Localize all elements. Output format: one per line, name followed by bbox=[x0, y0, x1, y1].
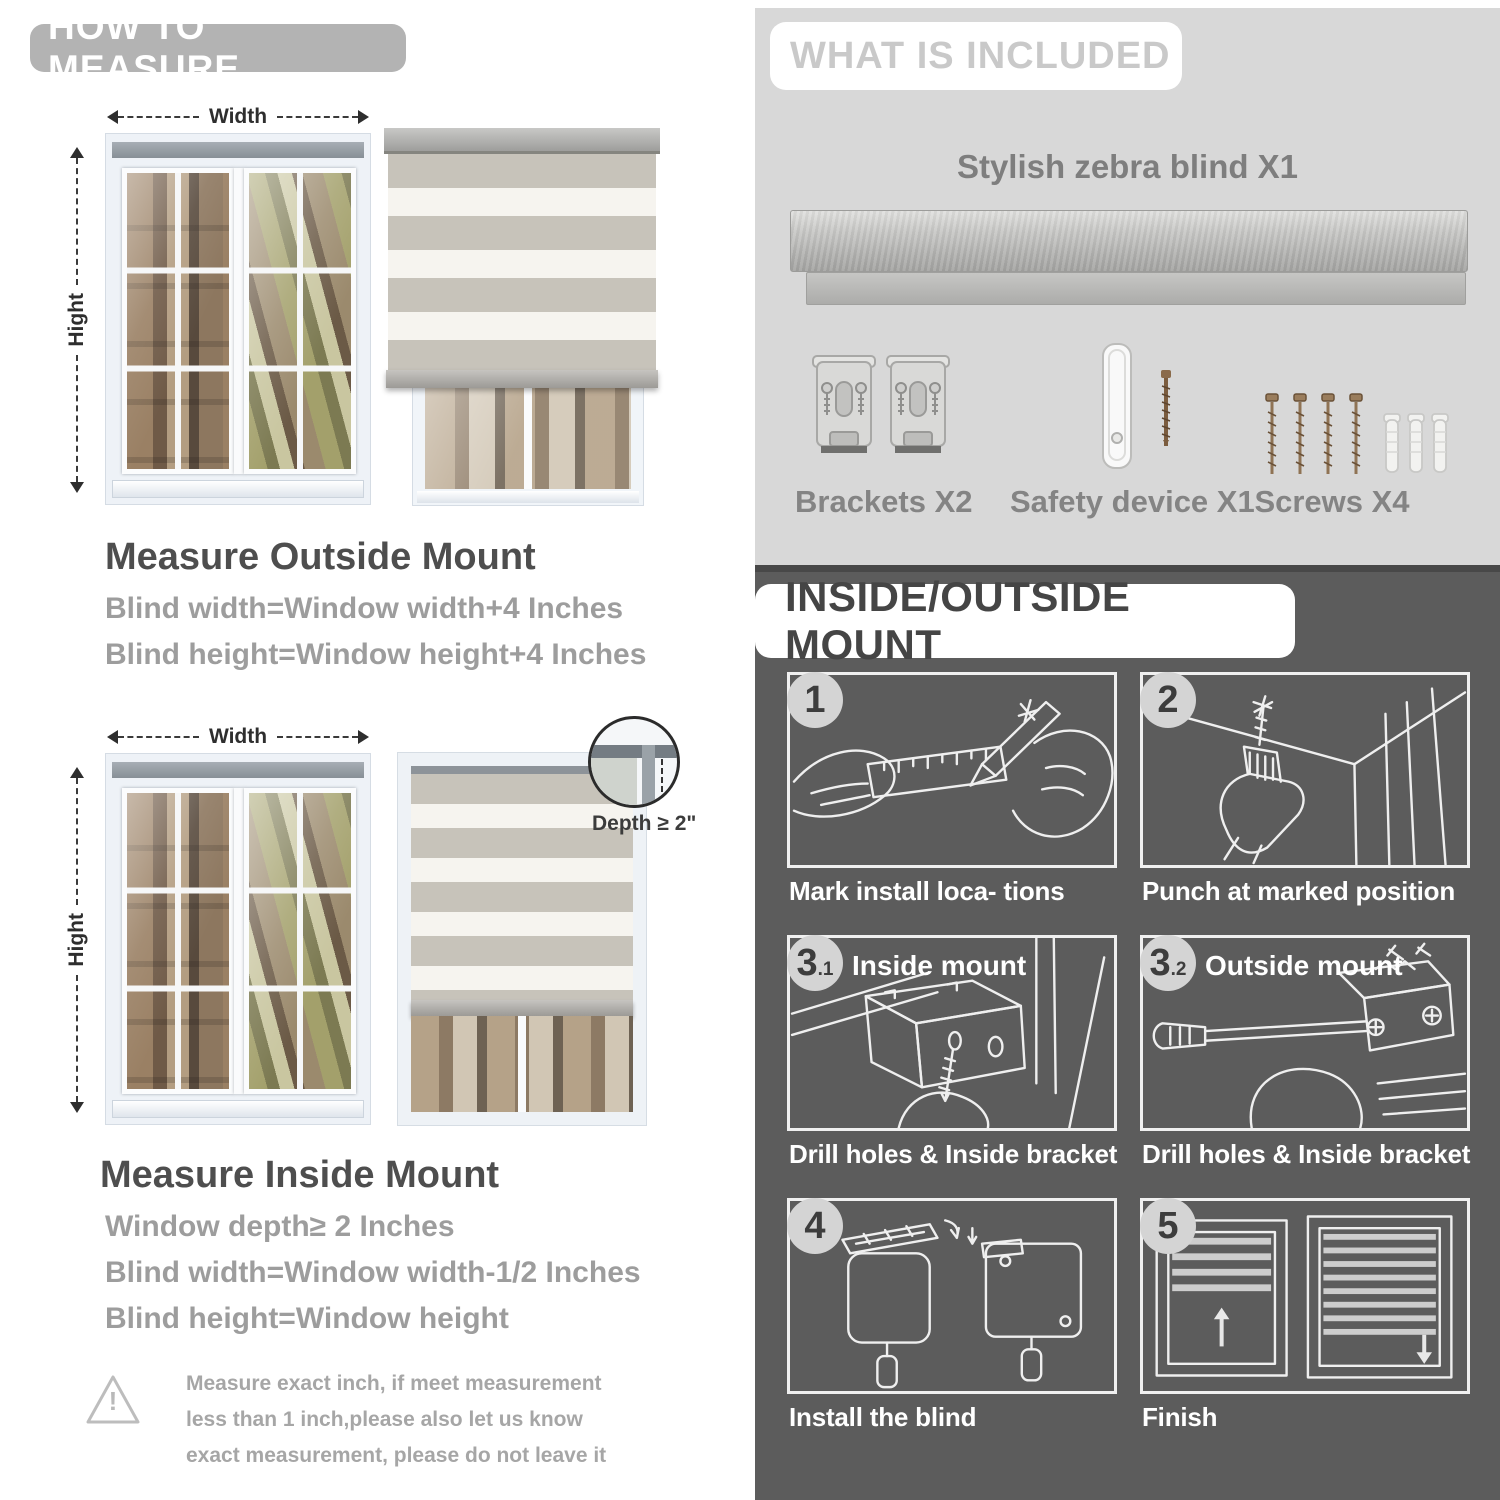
item-label-safety-device: Safety device X1 bbox=[1010, 484, 1255, 519]
frame-jamb bbox=[642, 745, 655, 807]
zebra-blind-cassette-bar bbox=[790, 210, 1468, 272]
window-pane-left bbox=[122, 788, 234, 1094]
step-caption-2: Punch at marked position bbox=[1142, 876, 1456, 906]
arrowhead-left-icon bbox=[100, 730, 118, 744]
blind-bottom-rail bbox=[411, 1000, 633, 1016]
step-badge: 2 bbox=[1140, 672, 1196, 728]
step-badge: 1 bbox=[787, 672, 843, 728]
window-pane-right bbox=[244, 788, 356, 1094]
step-panel-3-1 bbox=[787, 935, 1117, 1131]
step-caption-4: Install the blind bbox=[789, 1402, 977, 1432]
blind-bottom-rail bbox=[386, 370, 658, 388]
step-panel-1 bbox=[787, 672, 1117, 868]
step-caption-3-1: Drill holes & Inside bracket bbox=[789, 1139, 1118, 1169]
outside-mount-heading: Measure Outside Mount bbox=[105, 536, 536, 578]
blind-stripes bbox=[388, 154, 656, 370]
how-to-measure-header-bar bbox=[30, 6, 406, 89]
what-is-included-title: WHAT IS INCLUDED bbox=[790, 34, 1171, 77]
warning-triangle-icon bbox=[84, 1372, 142, 1428]
width-arrow bbox=[100, 106, 376, 128]
window-glass bbox=[411, 1016, 633, 1112]
arrowhead-down-icon bbox=[70, 1102, 84, 1120]
step-badge: 3 .1 bbox=[787, 935, 843, 991]
safety-device-icon bbox=[1085, 340, 1195, 480]
how-to-measure-title: HOW TO MEASURE bbox=[48, 6, 241, 89]
window-illustration-inside bbox=[105, 753, 371, 1125]
step-caption-5: Finish bbox=[1142, 1402, 1218, 1432]
arrowhead-up-icon bbox=[70, 140, 84, 158]
step-panel-5 bbox=[1140, 1198, 1470, 1394]
window-pane-left bbox=[122, 168, 234, 474]
depth-label: Depth ≥ 2" bbox=[592, 812, 697, 835]
product-label: Stylish zebra blind X1 bbox=[956, 148, 1299, 185]
window-mullion bbox=[234, 168, 244, 474]
height-arrow bbox=[66, 760, 88, 1120]
step-badge: 3 .2 bbox=[1140, 935, 1196, 991]
step-title: Outside mount bbox=[1205, 950, 1403, 981]
width-arrow bbox=[100, 726, 376, 748]
arrowhead-right-icon bbox=[358, 730, 376, 744]
inside-mount-blind-illustration bbox=[398, 753, 646, 1125]
zebra-blind-cassette-lip bbox=[806, 272, 1466, 305]
inside-mount-heading: Measure Inside Mount bbox=[100, 1154, 500, 1196]
zebra-blind-illustration-outside bbox=[388, 128, 656, 388]
inside-mount-rule-height: Blind height=Window height bbox=[105, 1302, 509, 1335]
outside-mount-rule-height: Blind height=Window height+4 Inches bbox=[105, 638, 647, 671]
bracket-icon bbox=[812, 352, 876, 464]
outside-mount-rule-width: Blind width=Window width+4 Inches bbox=[105, 592, 624, 625]
step-badge: 4 bbox=[787, 1198, 843, 1254]
window-illustration-outside bbox=[105, 133, 371, 505]
frame-top-edge bbox=[588, 745, 680, 758]
step-panel-3-2 bbox=[1140, 935, 1470, 1131]
window-sill bbox=[112, 1100, 364, 1118]
arrowhead-left-icon bbox=[100, 110, 118, 124]
arrowhead-down-icon bbox=[70, 482, 84, 500]
step-caption-3-2: Drill holes & Inside bracket bbox=[1142, 1139, 1471, 1169]
depth-dashed-line bbox=[661, 759, 663, 801]
blind-edge bbox=[588, 758, 637, 807]
inside-mount-rule-width: Blind width=Window width-1/2 Inches bbox=[105, 1256, 641, 1289]
blind-cassette bbox=[384, 128, 660, 154]
height-label: Hight bbox=[65, 913, 88, 967]
window-lintel bbox=[112, 142, 364, 158]
bracket-icon bbox=[886, 352, 950, 464]
arrowhead-up-icon bbox=[70, 760, 84, 778]
window-pane-right bbox=[244, 168, 356, 474]
height-label: Hight bbox=[65, 293, 88, 347]
step-caption-1: Mark install loca- tions bbox=[789, 876, 1065, 906]
step-panel-4 bbox=[787, 1198, 1117, 1394]
what-is-included-header-bar bbox=[770, 22, 1182, 90]
step-panel-2 bbox=[1140, 672, 1470, 868]
item-label-brackets: Brackets X2 bbox=[795, 484, 973, 519]
height-arrow bbox=[66, 140, 88, 500]
arrowhead-right-icon bbox=[358, 110, 376, 124]
warning-text: Measure exact inch, if meet measurement less than 1 inch,please also let us know exact measurement, please do not leave it bbox=[186, 1372, 607, 1468]
item-label-screws: Screws X4 bbox=[1254, 484, 1410, 519]
window-lintel bbox=[112, 762, 364, 778]
mount-section-title: INSIDE/OUTSIDE MOUNT bbox=[785, 573, 1131, 668]
window-mullion bbox=[234, 788, 244, 1094]
step-badge: 5 bbox=[1140, 1198, 1196, 1254]
width-label: Width bbox=[208, 105, 268, 128]
window-sill bbox=[112, 480, 364, 498]
warning-exclamation: ! bbox=[108, 1386, 118, 1416]
inside-mount-rule-depth: Window depth≥ 2 Inches bbox=[105, 1210, 455, 1243]
mount-header-bar bbox=[755, 573, 1295, 668]
screws-icon bbox=[1258, 388, 1468, 488]
depth-magnifier-circle bbox=[588, 716, 680, 808]
step-title: Inside mount bbox=[852, 950, 1027, 981]
window-sill bbox=[417, 491, 639, 503]
blind-stripes bbox=[411, 774, 633, 1000]
width-label: Width bbox=[208, 725, 268, 748]
